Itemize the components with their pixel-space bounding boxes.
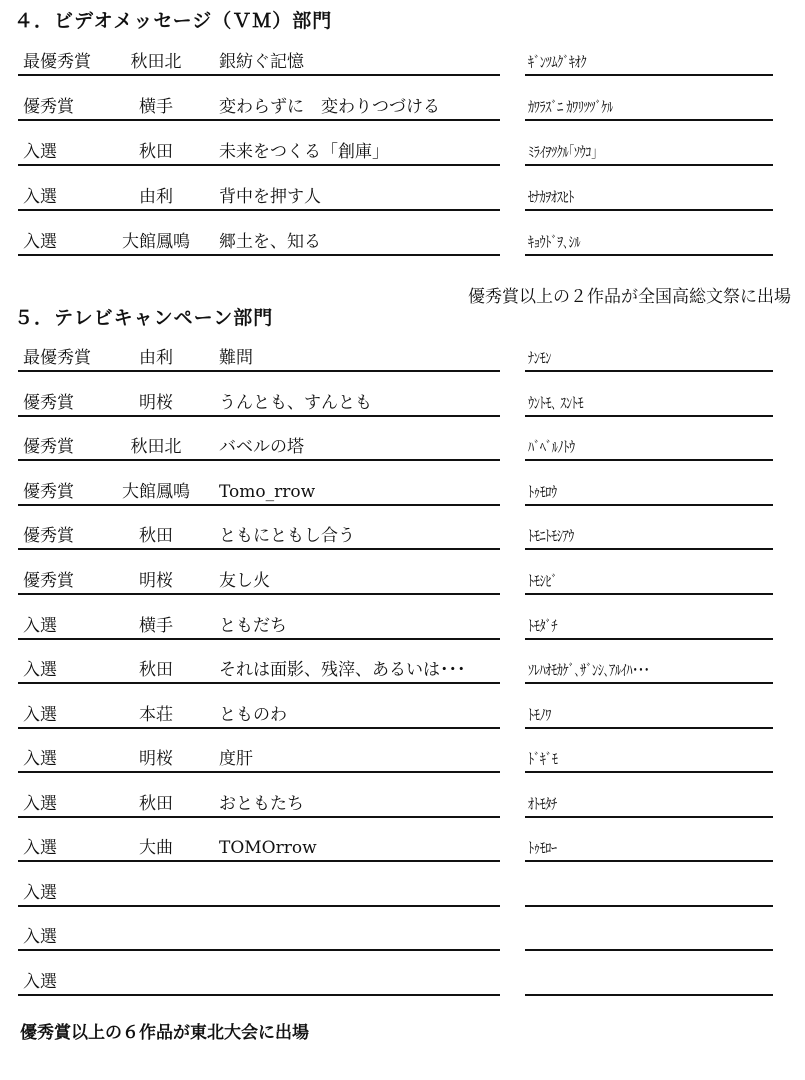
underline [525,164,773,166]
work-title-cell: Tomo_rrow [219,482,316,502]
underline [18,370,500,372]
award-cell: 入選 [23,232,57,252]
kana-cell: ﾄｩﾓﾛｳ [528,483,557,501]
underline [18,771,500,773]
award-cell: 最優秀賞 [23,52,91,72]
award-cell: 優秀賞 [23,571,74,591]
underline [525,254,773,256]
table-row [0,476,805,506]
award-cell: 優秀賞 [23,482,74,502]
table-row [0,966,805,996]
school-cell: 明桜 [139,393,173,413]
underline [525,119,773,121]
underline [525,949,773,951]
school-cell: 由利 [139,187,173,207]
table-row [0,181,805,211]
underline [525,504,773,506]
underline [18,74,500,76]
kana-cell: ｳﾝﾄﾓ､ ｽﾝﾄﾓ [528,394,584,412]
underline [18,949,500,951]
underline [18,504,500,506]
underline [18,548,500,550]
table-row [0,921,805,951]
table-row [0,342,805,372]
award-cell: 入選 [23,616,57,636]
underline [525,593,773,595]
underline [525,209,773,211]
underline [525,548,773,550]
school-cell: 秋田北 [130,52,182,72]
award-cell: 入選 [23,972,57,992]
kana-cell: ﾐﾗｲｦﾂｸﾙ｢ｿｳｺ｣ [528,143,597,161]
underline [525,459,773,461]
kana-cell: ｷｮｳﾄﾞｦ､ｼﾙ [528,233,581,251]
underline [18,119,500,121]
section-4-title: ４．ビデオメッセージ（ＶＭ）部門 [14,10,333,32]
school-cell: 本荘 [139,705,173,725]
award-cell: 入選 [23,927,57,947]
school-cell: 秋田 [139,660,173,680]
underline [525,415,773,417]
kana-cell: ｷﾞﾝﾂﾑｸﾞｷｵｸ [528,53,587,71]
kana-cell: ﾄﾞｷﾞﾓ [528,750,558,768]
award-cell: 入選 [23,749,57,769]
work-title-cell: 度肝 [219,749,253,769]
school-cell: 横手 [139,97,173,117]
kana-cell: ﾄﾓｼﾋﾞ [528,572,558,590]
award-cell: 入選 [23,660,57,680]
section-4-note: 優秀賞以上の２作品が全国高総文祭に出場 [468,287,791,307]
underline [18,593,500,595]
underline [525,682,773,684]
school-cell: 秋田北 [130,437,182,457]
underline [18,682,500,684]
work-title-cell: 変わらずに 変わりつづける [219,97,440,117]
kana-cell: ﾄﾓﾉﾜ [528,706,551,724]
underline [18,860,500,862]
kana-cell: ﾄｩﾓﾛｰ [528,839,557,857]
table-row [0,520,805,550]
work-title-cell: ともにともし合う [219,526,355,546]
work-title-cell: ともだち [219,616,287,636]
award-cell: 優秀賞 [23,97,74,117]
underline [18,816,500,818]
work-title-cell: おともたち [219,794,304,814]
school-cell: 明桜 [139,571,173,591]
table-row [0,136,805,166]
work-title-cell: 難問 [219,348,253,368]
underline [525,370,773,372]
award-cell: 優秀賞 [23,526,74,546]
school-cell: 大館鳳鳴 [122,482,190,502]
kana-cell: ﾄﾓﾀﾞﾁ [528,617,558,635]
work-title-cell: バベルの塔 [219,437,304,457]
table-row [0,431,805,461]
award-cell: 入選 [23,838,57,858]
award-cell: 入選 [23,705,57,725]
kana-cell: ｶﾜﾗｽﾞﾆ ｶﾜﾘﾂﾂﾞｹﾙ [528,98,613,116]
school-cell: 由利 [139,348,173,368]
school-cell: 秋田 [139,142,173,162]
kana-cell: ｾﾅｶｦｵｽﾋﾄ [528,188,574,206]
work-title-cell: 未来をつくる「創庫」 [219,142,389,162]
underline [525,816,773,818]
table-row [0,610,805,640]
underline [18,254,500,256]
work-title-cell: 郷土を、知る [219,232,321,252]
table-row [0,91,805,121]
table-row [0,743,805,773]
award-cell: 入選 [23,187,57,207]
underline [525,727,773,729]
underline [18,994,500,996]
table-row [0,654,805,684]
award-cell: 入選 [23,142,57,162]
award-cell: 優秀賞 [23,437,74,457]
underline [18,209,500,211]
section-5-note: 優秀賞以上の６作品が東北大会に出場 [20,1023,309,1043]
underline [18,164,500,166]
work-title-cell: うんとも、すんとも [219,393,372,413]
work-title-cell: 背中を押す人 [219,187,321,207]
kana-cell: ﾊﾞﾍﾞﾙﾉﾄｳ [528,438,575,456]
kana-cell: ﾅﾝﾓﾝ [528,349,551,367]
table-row [0,788,805,818]
table-row [0,387,805,417]
underline [525,771,773,773]
table-row [0,699,805,729]
school-cell: 秋田 [139,526,173,546]
kana-cell: ﾄﾓﾆﾄﾓｼｱｳ [528,527,574,545]
award-cell: 優秀賞 [23,393,74,413]
school-cell: 大曲 [139,838,173,858]
underline [18,415,500,417]
kana-cell: ｿﾚﾊｵﾓｶｹﾞ､ｻﾞﾝｼ､ｱﾙｲﾊ･･･ [528,661,650,679]
underline [525,638,773,640]
underline [18,459,500,461]
table-row [0,877,805,907]
award-cell: 入選 [23,794,57,814]
work-title-cell: とものわ [219,705,287,725]
work-title-cell: TOMOrrow [219,838,317,858]
underline [525,994,773,996]
table-row [0,565,805,595]
section-5-title: ５．テレビキャンペーン部門 [14,307,274,329]
kana-cell: ｵﾄﾓﾀﾁ [528,795,557,813]
underline [525,860,773,862]
work-title-cell: 友し火 [219,571,270,591]
underline [18,638,500,640]
table-row [0,46,805,76]
work-title-cell: 銀紡ぐ記憶 [219,52,304,72]
table-row [0,832,805,862]
award-cell: 最優秀賞 [23,348,91,368]
underline [525,74,773,76]
school-cell: 明桜 [139,749,173,769]
school-cell: 横手 [139,616,173,636]
underline [525,905,773,907]
table-row [0,226,805,256]
work-title-cell: それは面影、残滓、あるいは･･･ [219,660,466,680]
school-cell: 大館鳳鳴 [122,232,190,252]
underline [18,727,500,729]
underline [18,905,500,907]
award-cell: 入選 [23,883,57,903]
school-cell: 秋田 [139,794,173,814]
